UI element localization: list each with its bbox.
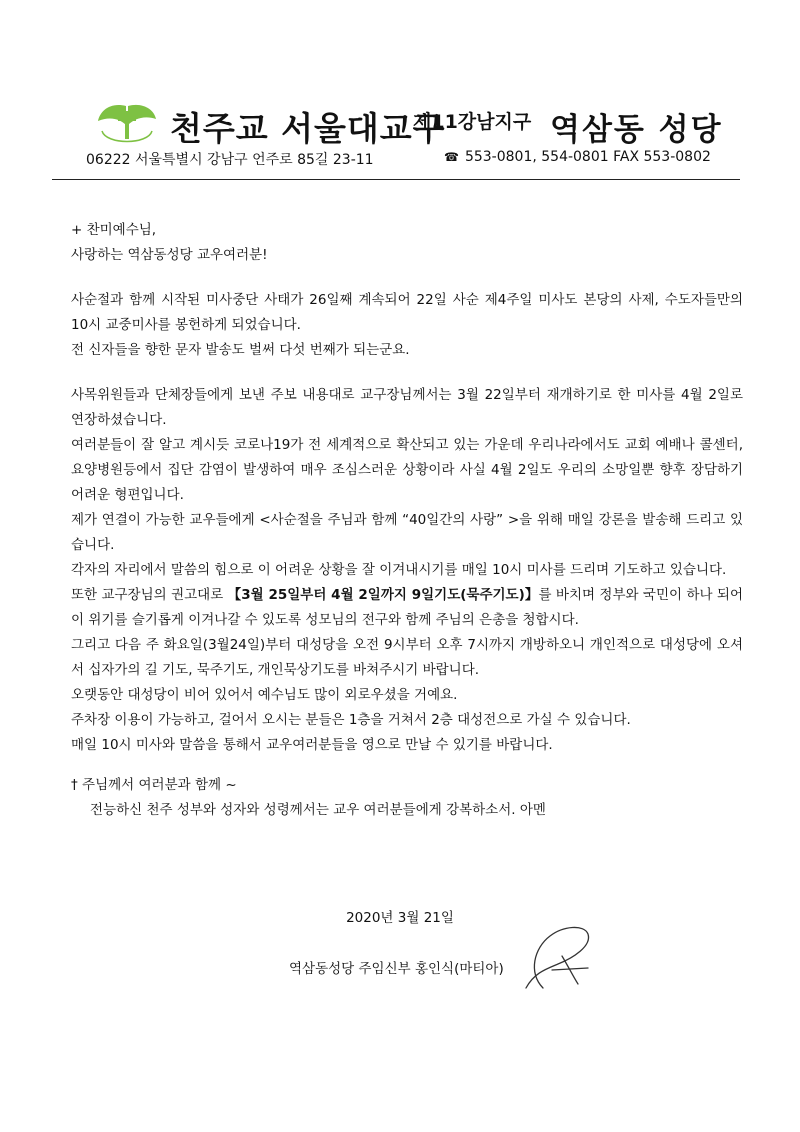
address: 06222 서울특별시 강남구 언주로 85길 23-11 (86, 152, 374, 168)
paragraph-2-3: 제가 연결이 가능한 교우들에게 <사순절을 주님과 함께 “40일간의 사랑” >을 위해 매일 강론을 발송해 드리고 있습니다. (71, 512, 743, 553)
parish-name: 역삼동 성당 (550, 112, 723, 148)
paragraph-1-b: 전 신자들을 향한 문자 발송도 벌써 다섯 번째가 되는군요. (71, 342, 410, 358)
paragraph-2-9: 매일 10시 미사와 말씀을 통해서 교우여러분들을 영으로 만날 수 있기를 바랍니다. (71, 737, 553, 753)
paragraph-1-a: 사순절과 함께 시작된 미사중단 사태가 26일째 계속되어 22일 사순 제4주일 미사도 본당의 사제, 수도자들만의 10시 교중미사를 봉헌하게 되었습니다. (71, 292, 743, 333)
phone-numbers: 553-0801, 554-0801 FAX 553-0802 (464, 149, 711, 165)
greeting-line-1: + 찬미예수님, (71, 222, 157, 238)
paragraph-2-8: 주차장 이용이 가능하고, 걸어서 오시는 분들은 1층을 거쳐서 2층 대성전으로 가실 수 있습니다. (71, 712, 631, 728)
closing-line-1: † 주님께서 여러분과 함께 ~ (71, 777, 237, 793)
paragraph-2-5 (71, 583, 743, 633)
paragraph-2-7: 오랫동안 대성당이 비어 있어서 예수님도 많이 외로우셨을 거예요. (71, 687, 458, 703)
paragraph-2-6: 그리고 다음 주 화요일(3월24일)부터 대성당을 오전 9시부터 오후 7시까지 개방하오니 개인적으로 대성당에 오셔서 십자가의 길 기도, 묵주기도, 개인묵상기도를 바쳐주시기 바랍니다. (71, 637, 743, 678)
phone-block (444, 149, 711, 165)
header-divider (52, 179, 740, 180)
telephone-icon: ☎ (444, 150, 459, 164)
novena-dates: 【3월 25일부터 4월 2일까지 9일기도(묵주기도)】 (227, 587, 539, 603)
paragraph-2-1: 사목위원들과 단체장들에게 보낸 주보 내용대로 교구장님께서는 3월 22일부터 재개하기로 한 미사를 4월 2일로 연장하셨습니다. (71, 387, 743, 428)
paragraph-2-2: 여러분들이 잘 알고 계시듯 코로나19가 전 세계적으로 확산되고 있는 가운데 우리나라에서도 교회 예배나 콜센터, 요양병원등에서 집단 감염이 발생하여 매우 조심스러운 상황이라 사실 4월 2일도 우리의 소망일뿐 향후 장담하기 어려운 형편입니다. (71, 437, 743, 503)
paragraph-2-4: 각자의 자리에서 말씀의 힘으로 이 어려운 상황을 잘 이겨내시기를 매일 10시 미사를 드리며 기도하고 있습니다. (71, 562, 727, 578)
closing-line-2: 전능하신 천주 성부와 성자와 성령께서는 교우 여러분들에게 강복하소서. 아멘 (90, 802, 546, 818)
greeting-line-2: 사랑하는 역삼동성당 교우여러분! (71, 247, 268, 263)
church-logo-icon (96, 101, 158, 147)
contact-line (86, 149, 726, 169)
signature-scribble (488, 918, 608, 998)
signer-line: 역삼동성당 주임신부 홍인식(마티아) (289, 961, 504, 977)
organization-name: 천주교 서울대교구 (170, 109, 446, 148)
district-name: 제11강남지구 (413, 111, 532, 133)
letter-date: 2020년 3월 21일 (346, 910, 454, 926)
p2-5-end: 를 바치며 정부와 국민이 하나 되어 이 위기를 슬기롭게 이겨나갈 수 있도록 성모님의 전구와 함께 주님의 은총을 청합시다. (71, 587, 743, 628)
p2-5-start: 또한 교구장님의 권고대로 (71, 587, 224, 603)
letter-body (71, 218, 743, 823)
